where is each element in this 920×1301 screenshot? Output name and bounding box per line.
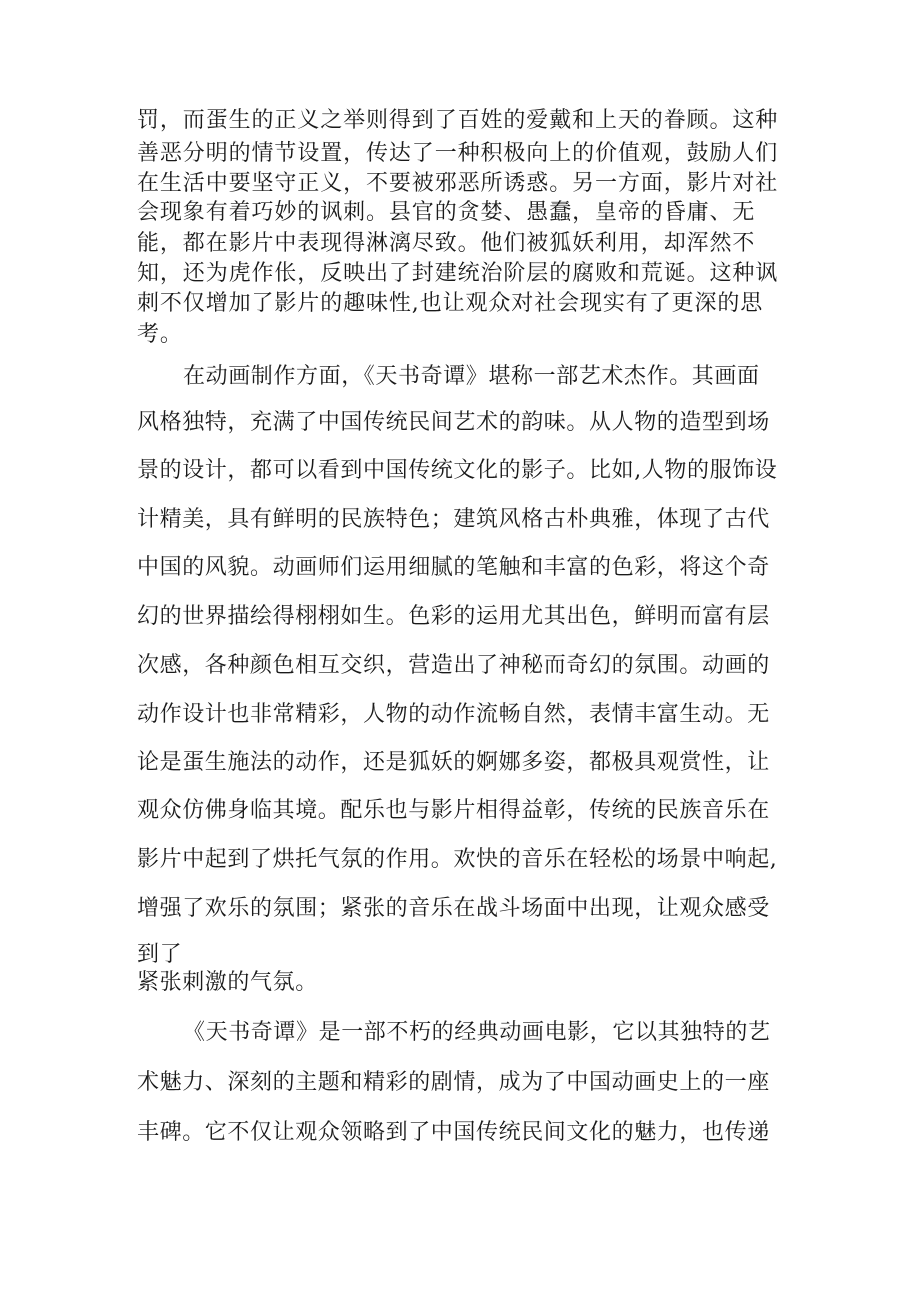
text-line: 罚，而蛋生的正义之举则得到了百姓的爱戴和上天的眷顾。这种 [137, 108, 779, 133]
text-line: 到了 [137, 942, 183, 967]
text-line: 丰碑。它不仅让观众领略到了中国传统民间文化的魅力，也传递 [137, 1120, 770, 1145]
text-line: 知，还为虎作伥，反映出了封建统治阶层的腐败和荒诞。这种讽 [137, 261, 779, 286]
text-line: 善恶分明的情节设置，传达了一种积极向上的价值观，鼓励人们 [137, 141, 779, 166]
text-line: 在生活中要坚守正义，不要被邪恶所诱惑。另一方面，影片对社 [137, 171, 779, 196]
text-line: 观众仿佛身临其境。配乐也与影片相得益彰，传统的民族音乐在 [137, 798, 770, 823]
text-line: 能，都在影片中表现得淋漓尽致。他们被狐妖利用，却浑然不 [137, 231, 756, 256]
text-line: 影片中起到了烘托气氛的作用。欢快的音乐在轻松的场景中响起, [137, 847, 778, 872]
text-line: 中国的风貌。动画师们运用细腻的笔触和丰富的色彩，将这个奇 [137, 555, 770, 580]
text-line: 次感，各种颜色相互交织，营造出了神秘而奇幻的氛围。动画的 [137, 653, 770, 678]
text-line: 《天书奇谭》是一部不朽的经典动画电影，它以其独特的艺 [183, 1020, 771, 1045]
text-line: 术魅力、深刻的主题和精彩的剧情，成为了中国动画史上的一座 [137, 1070, 770, 1095]
text-line: 考。 [137, 322, 183, 347]
text-line: 幻的世界描绘得栩栩如生。色彩的运用尤其出色，鲜明而富有层 [137, 604, 770, 629]
text-line: 会现象有着巧妙的讽刺。县官的贪婪、愚蠢，皇帝的昏庸、无 [137, 200, 756, 225]
text-line: 论是蛋生施法的动作，还是狐妖的婀娜多姿，都极具观赏性，让 [137, 750, 770, 775]
text-line: 风格独特，充满了中国传统民间艺术的韵味。从人物的造型到场 [137, 410, 770, 435]
text-line: 动作设计也非常精彩，人物的动作流畅自然，表情丰富生动。无 [137, 702, 770, 727]
text-line: 刺不仅增加了影片的趣味性,也让观众对社会现实有了更深的思 [137, 291, 764, 316]
text-line: 计精美，具有鲜明的民族特色；建筑风格古朴典雅，体现了古代 [137, 507, 770, 532]
text-line: 景的设计，都可以看到中国传统文化的影子。比如,人物的服饰设 [137, 458, 778, 483]
text-line: 在动画制作方面，《天书奇谭》堪称一部艺术杰作。其画面 [183, 364, 760, 389]
text-line: 紧张刺激的气氛。 [137, 970, 318, 995]
text-line: 增强了欢乐的氛围；紧张的音乐在战斗场面中出现，让观众感受 [137, 896, 770, 921]
